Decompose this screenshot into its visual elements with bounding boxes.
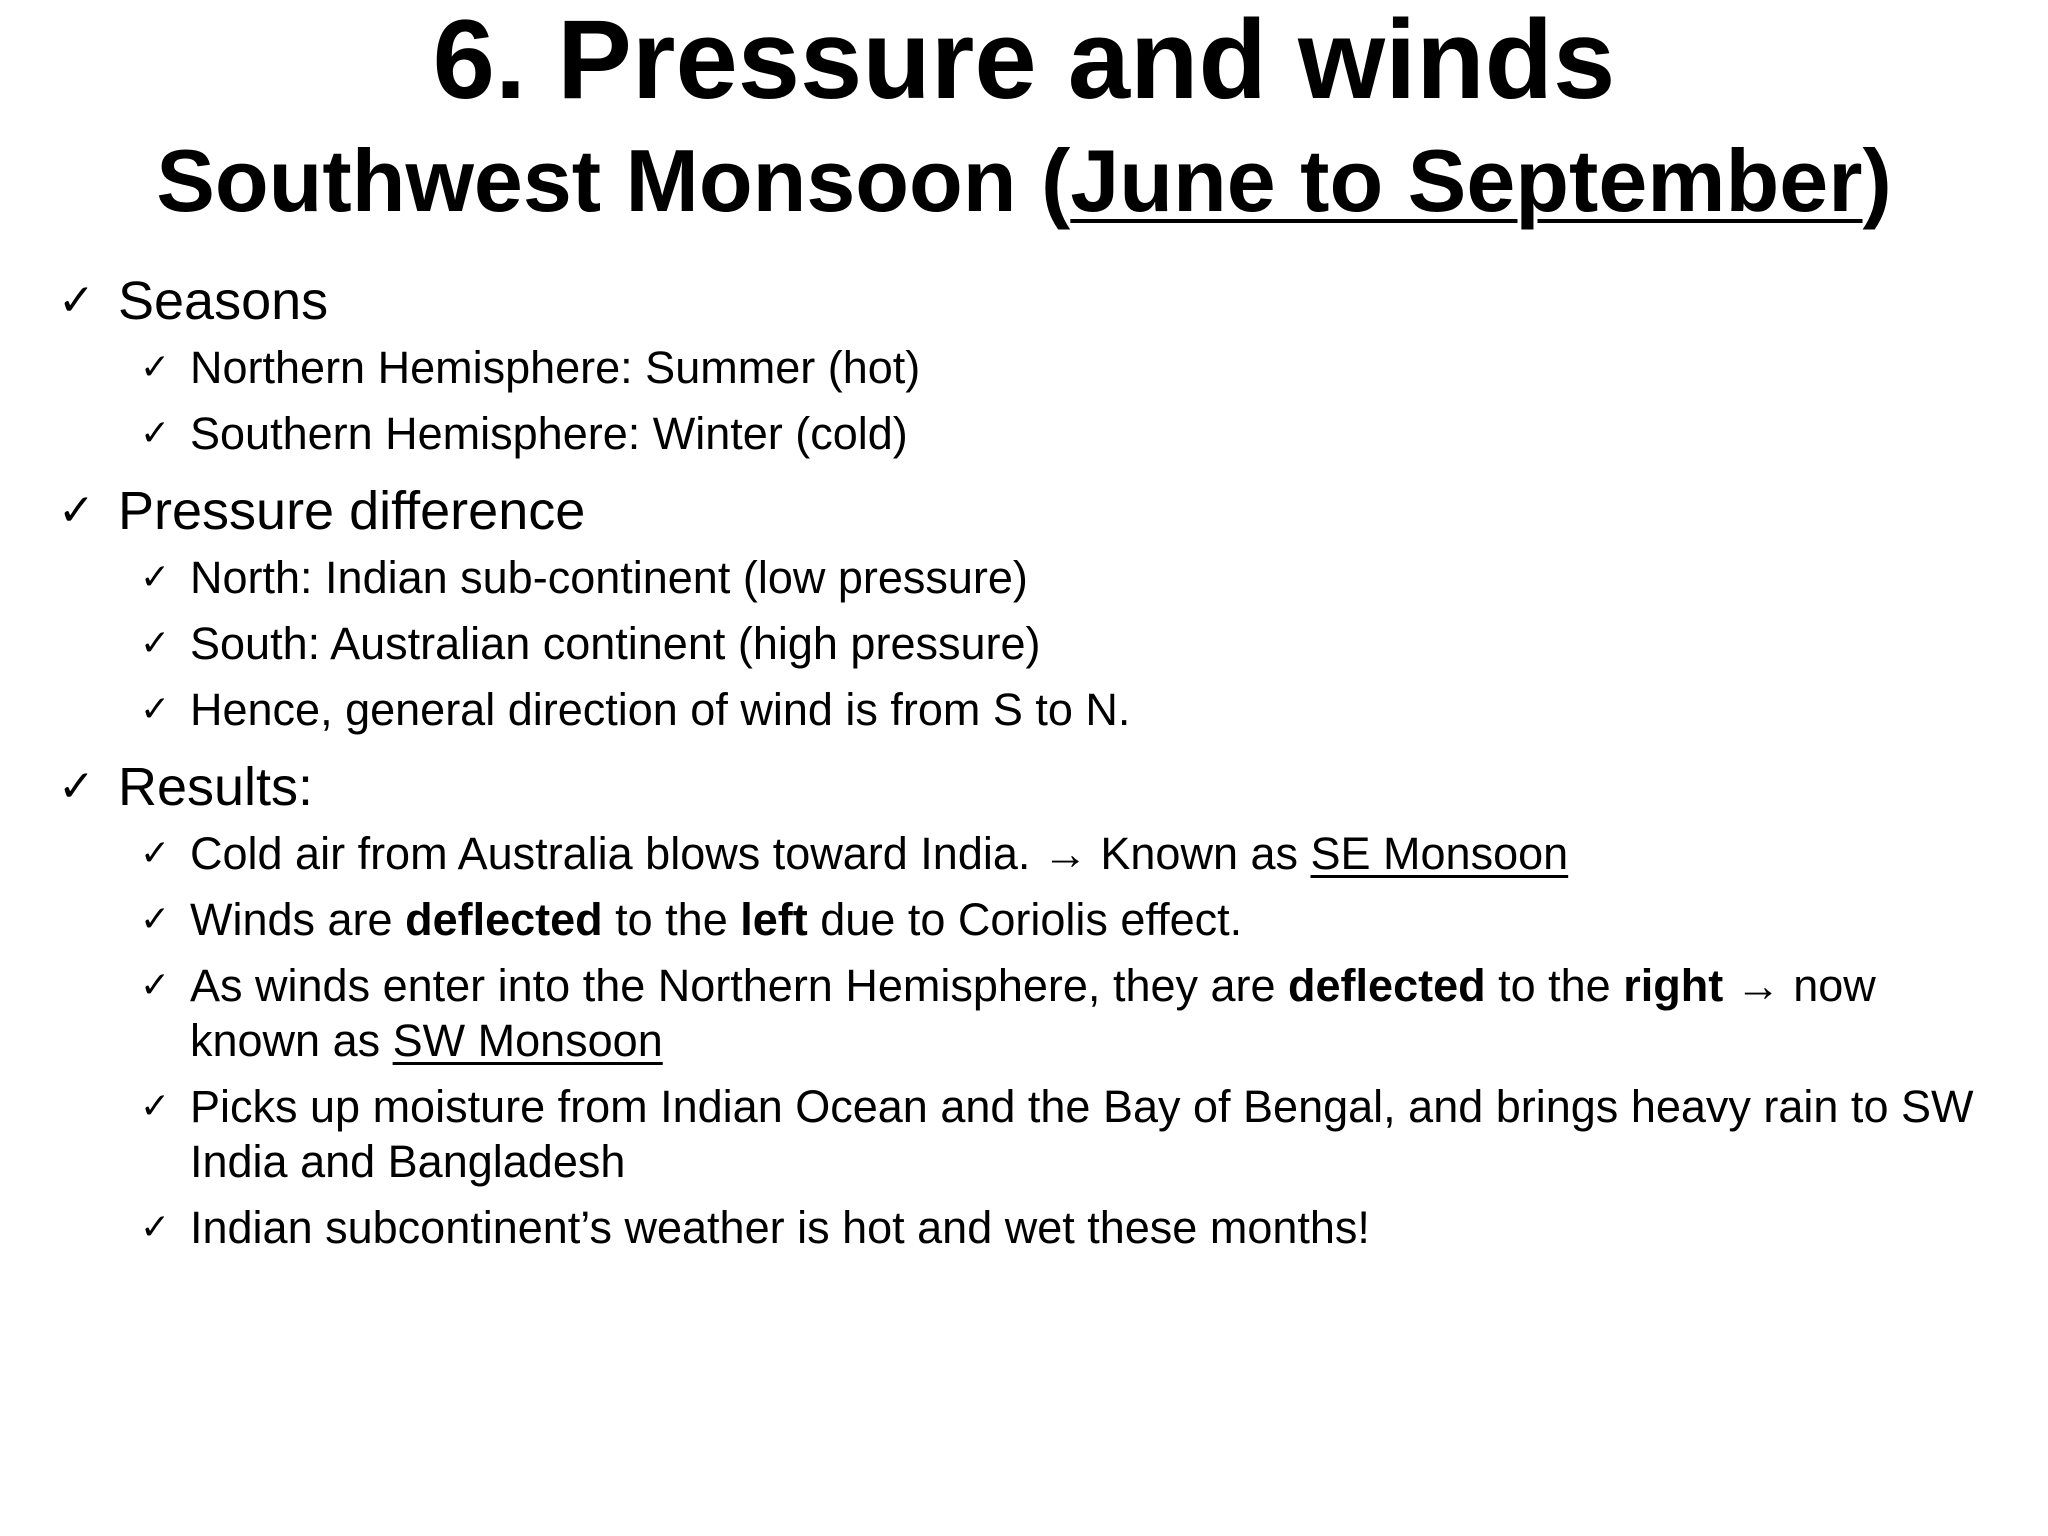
heading-pressure: Pressure difference — [118, 481, 586, 541]
checkmark-icon: ✓ — [140, 413, 171, 454]
sub-bullet-text: As winds enter into the Northern Hemisphere, they are — [190, 960, 1289, 1011]
arrow-icon: → — [1042, 828, 1088, 879]
heading-results: Results: — [118, 757, 314, 817]
sub-bullet — [58, 1079, 2018, 1189]
section-seasons — [58, 262, 2018, 461]
sub-bullet-text: now known as — [190, 960, 1876, 1066]
bullet-list — [58, 262, 2018, 1266]
slide-subtitle — [0, 131, 2048, 231]
checkmark-icon: ✓ — [140, 1086, 171, 1127]
sub-bullet-text: Winds are — [190, 894, 406, 945]
sub-bullet-text — [1723, 960, 1736, 1011]
sub-bullet — [58, 616, 2018, 671]
sub-bullet — [58, 550, 2018, 605]
section-pressure — [58, 472, 2018, 737]
checkmark-icon: ✓ — [140, 347, 171, 388]
checkmark-icon: ✓ — [58, 761, 95, 812]
checkmark-icon: ✓ — [140, 557, 171, 598]
emphasis-left: left — [740, 894, 808, 945]
heading-seasons: Seasons — [118, 271, 329, 331]
checkmark-icon: ✓ — [140, 623, 171, 664]
sub-bullet-text: Cold air from Australia blows toward India. — [190, 828, 1043, 879]
sub-bullet-text: to the — [1485, 960, 1624, 1011]
subtitle-close-paren: ) — [1862, 131, 1892, 230]
sub-bullet-text: to the — [602, 894, 741, 945]
sub-bullet-text: Indian subcontinent’s weather is hot and wet these months! — [190, 1202, 1370, 1253]
sw-monsoon-term: SW Monsoon — [392, 1015, 663, 1066]
emphasis-right: right — [1623, 960, 1724, 1011]
section-results — [58, 748, 2018, 1255]
sub-bullet-text: Southern Hemisphere: Winter (cold) — [190, 408, 908, 459]
emphasis-deflected: deflected — [1288, 960, 1486, 1011]
sub-bullet — [58, 682, 2018, 737]
sub-bullet — [58, 1200, 2018, 1255]
bullet-heading — [58, 748, 2018, 826]
sub-bullet-text: North: Indian sub-continent (low pressure) — [190, 552, 1028, 603]
sub-bullet-text: Picks up moisture from Indian Ocean and the Bay of Bengal, and brings heavy rain to SW India and Bangladesh — [190, 1081, 1974, 1187]
checkmark-icon: ✓ — [58, 275, 95, 326]
slide-title: 6. Pressure and winds — [432, 0, 1616, 122]
sub-bullet — [58, 340, 2018, 395]
checkmark-icon: ✓ — [140, 833, 171, 874]
sub-bullet-text: Northern Hemisphere: Summer (hot) — [190, 342, 921, 393]
arrow-icon: → — [1735, 960, 1781, 1011]
sub-bullet-text: South: Australian continent (high pressure) — [190, 618, 1041, 669]
checkmark-icon: ✓ — [140, 965, 171, 1006]
sub-bullet-text: Known as — [1087, 828, 1311, 879]
checkmark-icon: ✓ — [140, 899, 171, 940]
subtitle-date-range: June to September — [1070, 131, 1863, 230]
checkmark-icon: ✓ — [58, 485, 95, 536]
checkmark-icon: ✓ — [140, 1207, 171, 1248]
sub-bullet — [58, 892, 2018, 947]
emphasis-deflected: deflected — [405, 894, 603, 945]
sub-bullet — [58, 958, 2018, 1068]
sub-bullet-text: Hence, general direction of wind is from S to N. — [190, 684, 1131, 735]
bullet-heading — [58, 472, 2018, 550]
sub-bullet-text: due to Coriolis effect. — [807, 894, 1243, 945]
checkmark-icon: ✓ — [140, 689, 171, 730]
sub-bullet — [58, 406, 2018, 461]
subtitle-text: Southwest Monsoon ( — [156, 131, 1071, 230]
bullet-heading — [58, 262, 2018, 340]
sub-bullet — [58, 826, 2018, 881]
se-monsoon-term: SE Monsoon — [1310, 828, 1569, 879]
